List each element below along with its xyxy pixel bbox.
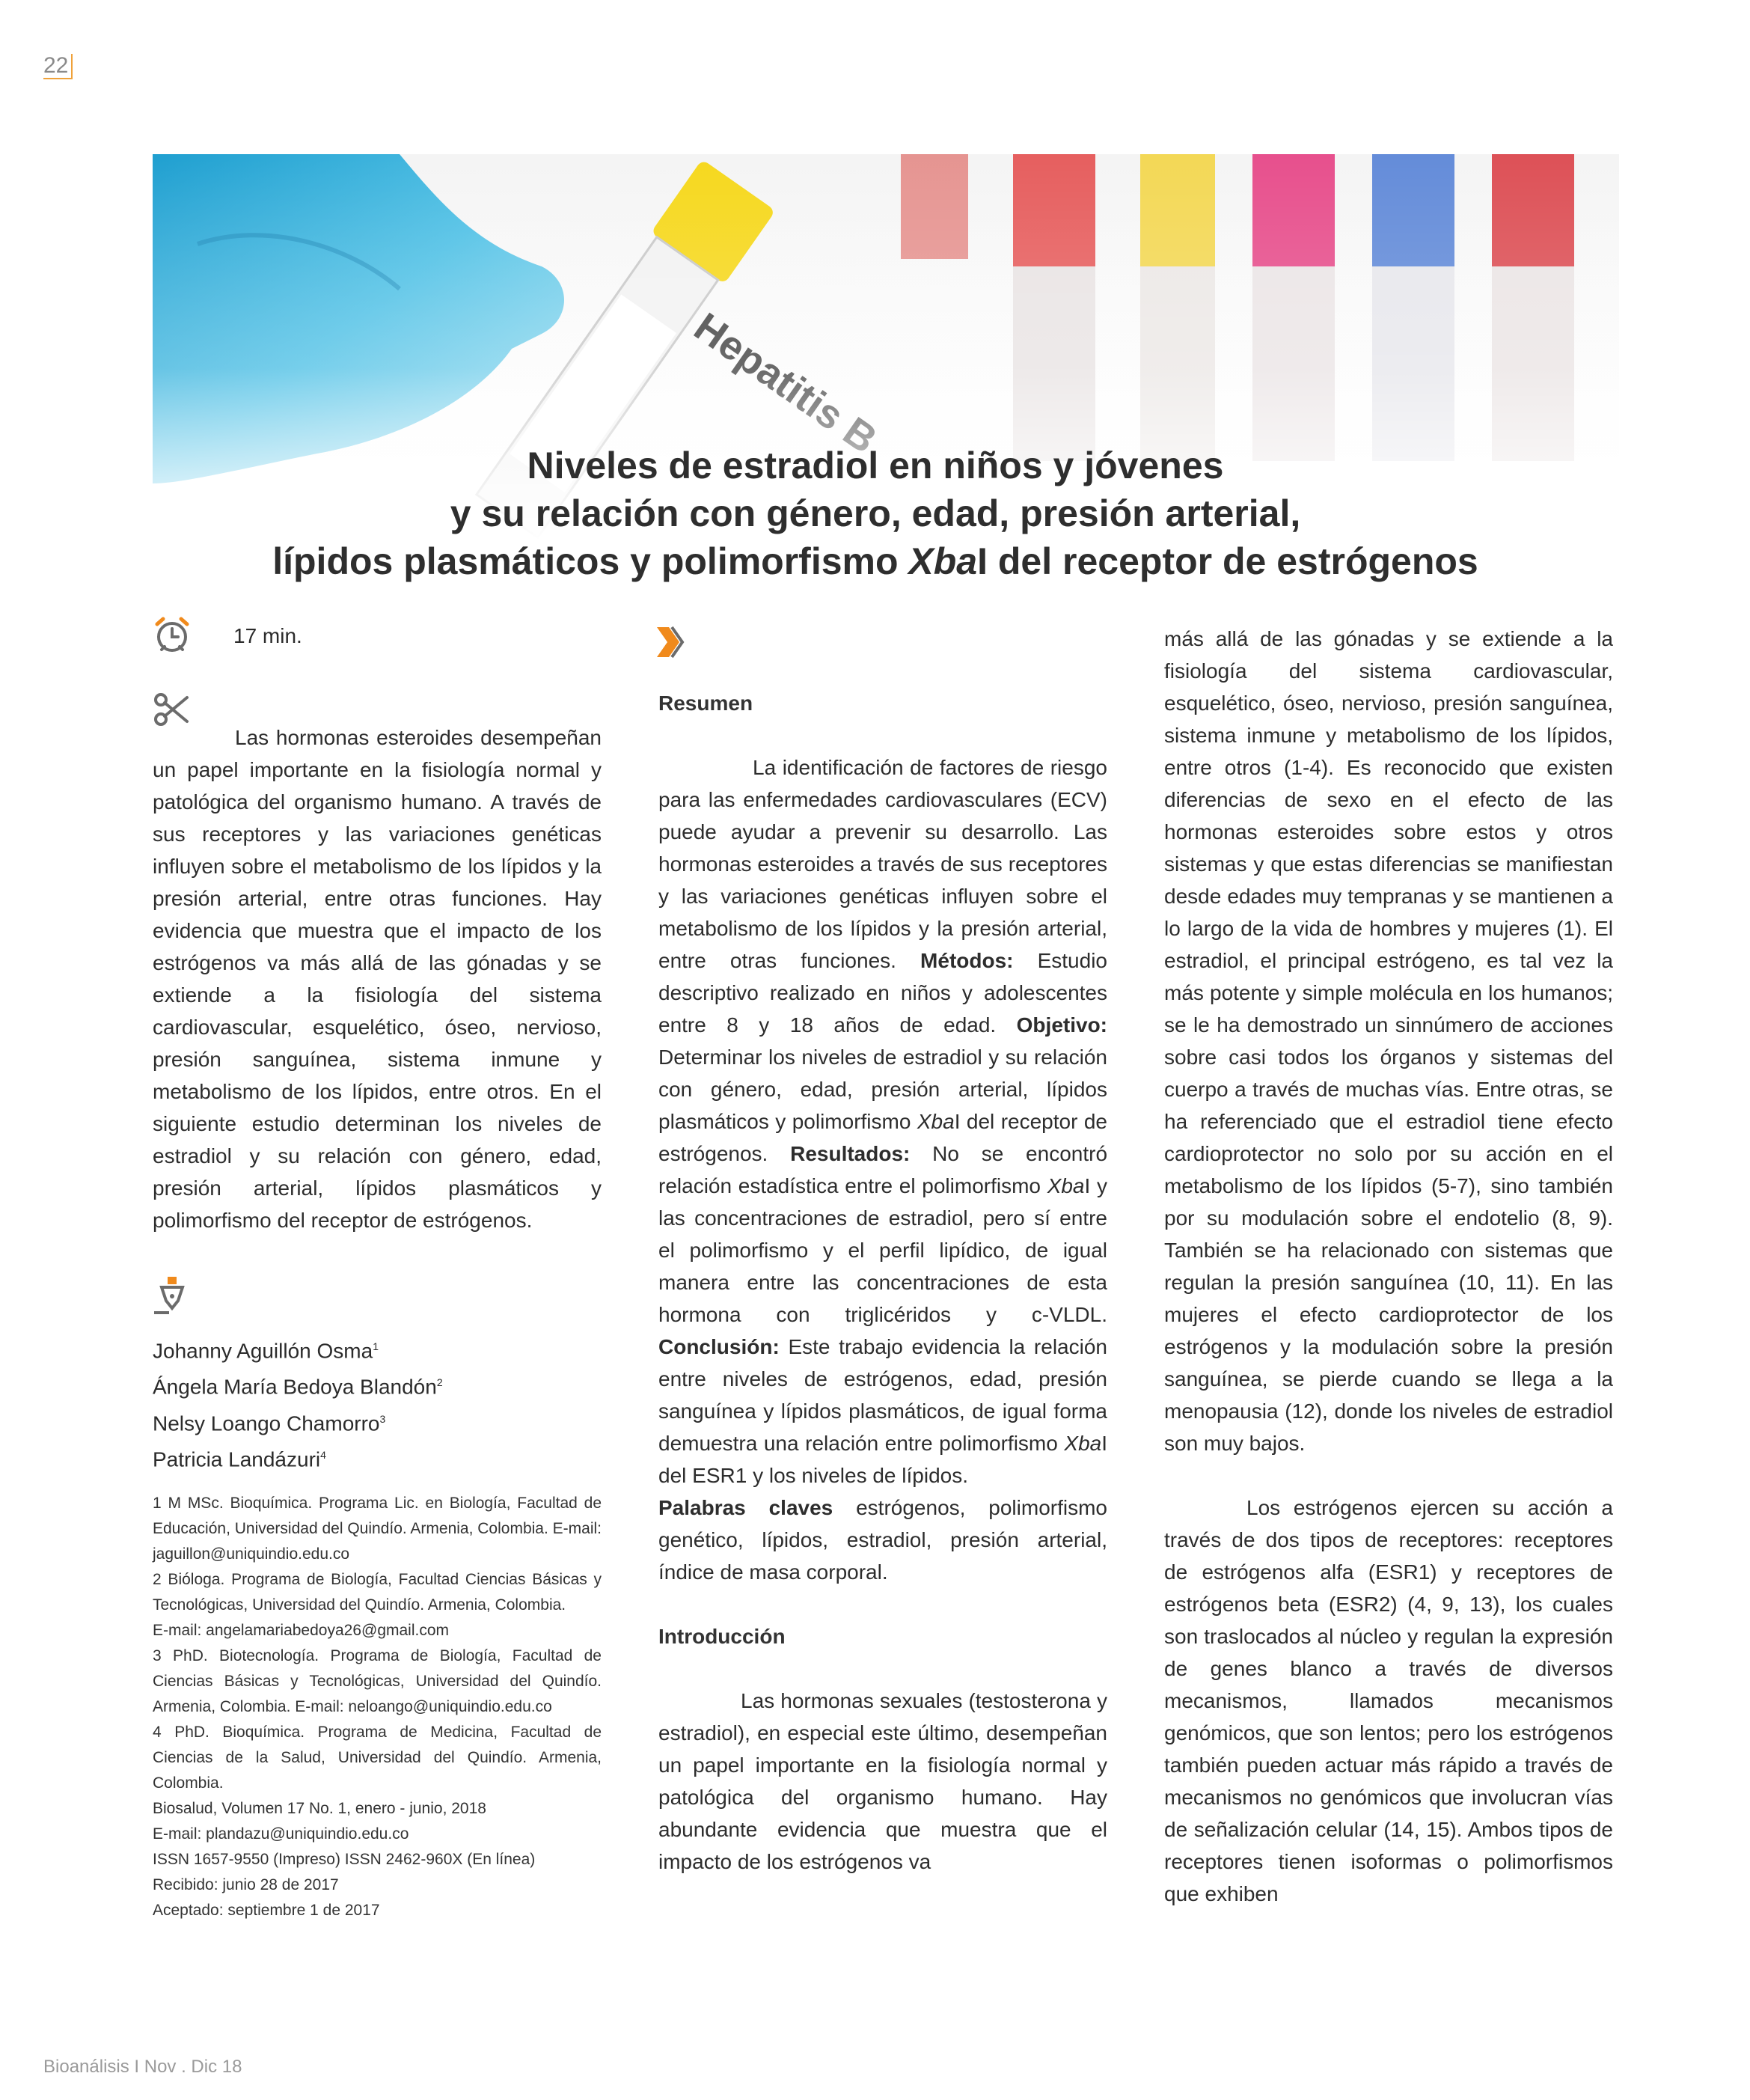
- affiliations: [153, 1491, 602, 1923]
- alarm-clock-icon: [153, 615, 192, 658]
- affiliation-2: 2 Bióloga. Programa de Biología, Facultad Ciencias Básicas y Tecnológicas, Universidad del Quindío. Armenia, Colombia.: [153, 1571, 602, 1614]
- affiliation-1: 1 M MSc. Bioquímica. Programa Lic. en Biología, Facultad de Educación, Universidad del Quindío. Armenia, Colombia. E-mail: jaguillon@uniquindio.edu.co: [153, 1495, 602, 1563]
- author-2: Ángela María Bedoya Blandón$^2$: [153, 1375, 443, 1399]
- title-line-3: [150, 537, 1601, 585]
- affiliation-3: 3 PhD. Biotecnología. Programa de Biología, Facultad de Ciencias Básicas y Tecnológicas, Universidad del Quindío. Armenia, Colombia. E-mail: neloango@uniquindio.edu.co: [153, 1647, 602, 1715]
- article-title: [150, 442, 1601, 585]
- intro-summary: Las hormonas esteroides desempeñan un papel importante en la fisiología normal y patológica del organismo humano. A través de sus receptores y las variaciones genéticas influyen sobre el metabolismo de los lípidos y la presión arterial, entre otras funciones. Hay evidencia que muestra que el impacto de los estrógenos va más allá de las gónadas y se extiende a la fisiología del sistema cardiovascular, esquelético, óseo, nervioso, presión sanguínea, sistema inmune y metabolismo de los lípidos, entre otros. En el siguiente estudio determinan los niveles de estradiol y su relación con género, edad, presión arterial, lípidos plasmáticos y polimorfismo del receptor de estrógenos.: [153, 726, 602, 1232]
- received-date: Recibido: junio 28 de 2017: [153, 1876, 339, 1893]
- introduccion-body: Las hormonas sexuales (testosterona y estradiol), en especial este último, desempeñan un papel importante en la fisiología normal y patológica del organismo humano. Hay abundante evidencia que muestra que el impacto de los estrógenos va: [658, 1689, 1107, 1873]
- title-line-3-b: I del receptor de estrógenos: [977, 540, 1478, 582]
- reading-time: 17 min.: [233, 624, 302, 647]
- resumen-body: La identificación de factores de riesgo para las enfermedades cardiovasculares (ECV) puede ayudar a prevenir su desarrollo. Las hormonas esteroides a través de sus receptores y las variaciones genéticas influyen sobre el metabolismo de los lípidos y la presión arterial, entre otras funciones. Métodos: Estudio descriptivo realizado en niños y adolescentes entre 8 y 18 años de edad. Objetivo: Determinar los niveles de estradiol y su relación con género, edad, presión arterial, lípidos plasmáticos y polimorfismo XbaI del receptor de estrógenos. Resultados: No se encontró relación estadística entre el polimorfismo XbaI y las concentraciones de estradiol, pero sí entre el polimorfismo y el perfil lipídico, de igual manera entre las concentraciones de esta hormona con triglicéridos y c-VLDL. Conclusión: Este trabajo evidencia la relación entre niveles de estrógenos, edad, presión sanguínea y lípidos plasmáticos, de igual forma demuestra una relación entre polimorfismo XbaI del ESR1 y los niveles de lípidos.: [658, 756, 1108, 1487]
- title-line-2: y su relación con género, edad, presión arterial,: [450, 492, 1301, 534]
- affiliation-4-email: E-mail: plandazu@uniquindio.edu.co: [153, 1825, 409, 1843]
- title-line-1: Niveles de estradiol en niños y jóvenes: [527, 444, 1224, 486]
- pen-nib-icon: [153, 1275, 192, 1321]
- accepted-date: Aceptado: septiembre 1 de 2017: [153, 1902, 380, 1919]
- double-chevron-icon: [654, 623, 690, 665]
- body-paragraph-2: Los estrógenos ejercen su acción a través de dos tipos de receptores: receptores de estrógenos alfa (ESR1) y receptores de estrógenos beta (ESR2) (4, 9, 13), los cuales son traslocados al núcleo y regulan la expresión de genes blanco a través de diversos mecanismos, llamados mecanismos genómicos, que son lentos; pero los estrógenos también pueden actuar más rápido a través de mecanismos no genómicos que involucran vías de señalización celular (14, 15). Ambos tipos de receptores tienen isoformas o polimorfismos que exhiben: [1164, 1496, 1613, 1905]
- title-line-3-italic: Xba: [908, 540, 978, 582]
- abstract-column: [658, 687, 1107, 1878]
- journal-footer: Bioanálisis I Nov . Dic 18: [43, 2057, 242, 2077]
- author-4: Patricia Landázuri$^4$: [153, 1447, 326, 1471]
- author-1: Johanny Aguillón Osma$^1$: [153, 1339, 379, 1363]
- journal-info: Biosalud, Volumen 17 No. 1, enero - junio, 2018: [153, 1800, 486, 1817]
- body-paragraph-1: más allá de las gónadas y se extiende a la fisiología del sistema cardiovascular, esquelético, óseo, nervioso, presión sanguínea, sistema inmune y metabolismo de los lípidos, entre otros (1-4). Es reconocido que existen diferencias de sexo en el efecto de las hormonas esteroides sobre estos y otros sistemas y que estas diferencias se manifiestan desde edades muy tempranas y se mantienen a lo largo de la vida de hombres y mujeres (1). El estradiol, el principal estrógeno, es tal vez la más potente y simple molécula en los humanos; se le ha demostrado un sinnúmero de acciones sobre casi todos los órganos y sistemas del cuerpo a través de muchas vías. Entre otras, se ha referenciado que el estradiol tiene efecto cardioprotector no solo por su acción en el metabolismo de los lípidos (5-7), sino también por su modulación sobre el endotelio (8, 9). También se ha relacionado con sistemas que regulan la presión sanguínea (10, 11). En las mujeres el efecto cardioprotector de los estrógenos y la modulación sobre la presión sanguínea, se pierde cuando se llega a la menopausia (12), donde los niveles de estradiol son muy bajos.: [1164, 627, 1613, 1455]
- keywords: Palabras claves estrógenos, polimorfismo genético, lípidos, estradiol, presión arterial, índice de masa corporal.: [658, 1496, 1107, 1584]
- introduccion-heading: Introducción: [658, 1625, 786, 1648]
- affiliation-4: 4 PhD. Bioquímica. Programa de Medicina, Facultad de Ciencias de la Salud, Universidad del Quindío. Armenia, Colombia.: [153, 1724, 602, 1792]
- body-column-right: [1164, 623, 1613, 1910]
- author-3: Nelsy Loango Chamorro$^3$: [153, 1411, 386, 1435]
- author-list: [153, 1331, 443, 1475]
- page-number: 22: [43, 54, 73, 79]
- affiliation-2-email: E-mail: angelamariabedoya26@gmail.com: [153, 1622, 450, 1639]
- intro-summary-column: [153, 721, 602, 1236]
- title-line-3-a: lípidos plasmáticos y polimorfismo: [272, 540, 909, 582]
- issn: ISSN 1657-9550 (Impreso) ISSN 2462-960X (En línea): [153, 1851, 536, 1868]
- resumen-heading: Resumen: [658, 692, 753, 715]
